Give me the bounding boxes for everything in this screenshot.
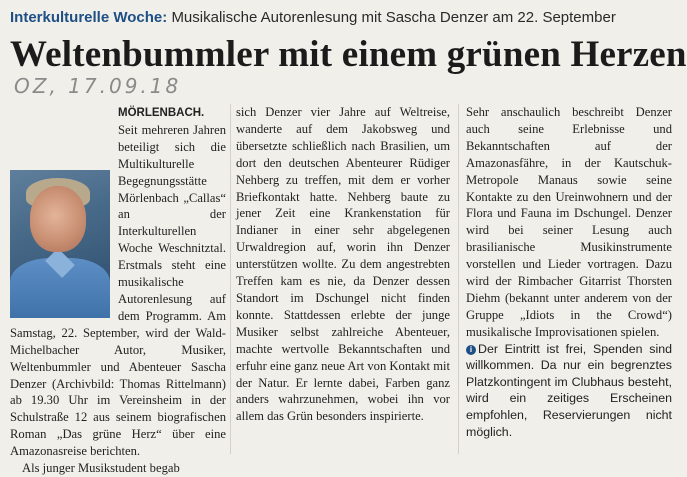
- dateline: MÖRLENBACH.: [118, 107, 205, 119]
- info-icon: i: [466, 345, 476, 355]
- column-divider: [458, 104, 459, 454]
- kicker-text: Musikalische Autorenlesung mit Sascha Denzer am 22. September: [171, 9, 616, 26]
- article-column-2: [236, 104, 450, 425]
- article-paragraph: Als junger Musikstudent begab: [22, 461, 180, 476]
- kicker-line: [10, 8, 672, 28]
- column-divider: [230, 104, 231, 454]
- article-paragraph: sich Denzer vier Jahre auf Weltreise, wanderte auf dem Jakobsweg und übersetzte schließlich nach Brasilien, um dort den deutschen Abenteurer Rüdiger Nehberg zu treffen, mit dem er vorher Briefkontakt hatte. Nehberg baute zu jener Zeit eine Krankenstation für Indianer in einer sehr abgelegenen Urwaldregion auf, worin ihn Denzer unterstützen wollte. Zu dem angestrebten Treffen kam es nie, da Denzer dessen Standort im Dschungel nicht finden konnte. Stattdessen erlebte der junge Musiker selbst zahlreiche Abenteuer, machte wertvolle Bekanntschaften und erfuhr eine ganz neue Art von Kontakt mit der Natur. Er lernte dabei, Farben ganz anders wahrzunehmen, wobei ihn vor allem das Grün besonders inspirierte.: [236, 105, 450, 424]
- kicker-separator: :: [162, 9, 168, 26]
- article-paragraph: Sehr anschaulich beschreibt Denzer auch seine Erlebnisse und Bekanntschaften auf der Amazonasfähre, in der Kautschuk-Metropole Manaus sowie seine Kontakte zu den Ureinwohnern und der Flora und Fauna im Dschungel. Denzer wird bei seiner Lesung auch brasilianische Musikinstrumente vorstellen und Lieder vortragen. Dazu wird der Rimbacher Gitarrist Thorsten Diehm (bekannt unter anderem von der Gruppe „Idiots in the Crowd“) musikalische Improvisationen spielen.: [466, 105, 672, 339]
- article-column-1: [10, 104, 226, 477]
- paragraph-text: Seit mehreren Jahren beteiligt sich die Multikulturelle Begegnungsstätte Mörlenbach „Callas“ an der Interkulturellen Woche Weschnitztal. Erstmals steht eine musikalische Autorenlesung auf dem Programm. Am Samstag, 22. September, wird der Wald-Michelbacher Autor, Musiker, Weltenbummler und Abenteuer Sascha Denzer (Archivbild: Thomas Rittelmann) ab 19.30 Uhr im Vereinsheim in der Schulstraße 12 aus seinem biografischen Roman „Das grüne Herz“ über eine Amazonasreise berichten.: [10, 122, 226, 459]
- article-headline: Weltenbummler mit einem grünen Herzen: [10, 34, 687, 75]
- article-column-3: [466, 104, 672, 440]
- info-note: [466, 341, 672, 441]
- info-note-text: Der Eintritt ist frei, Spenden sind willkommen. Da nur ein begrenztes Platzkontingent im Clubhaus besteht, wird ein zeitiges Erscheinen empfohlen, Reservierungen nicht möglich.: [466, 341, 672, 439]
- photo-face: [30, 186, 86, 252]
- author-photo: [10, 170, 110, 306]
- kicker-section: Interkulturelle Woche: [10, 9, 163, 26]
- handwritten-date-note: OZ, 17.09.18: [14, 74, 182, 98]
